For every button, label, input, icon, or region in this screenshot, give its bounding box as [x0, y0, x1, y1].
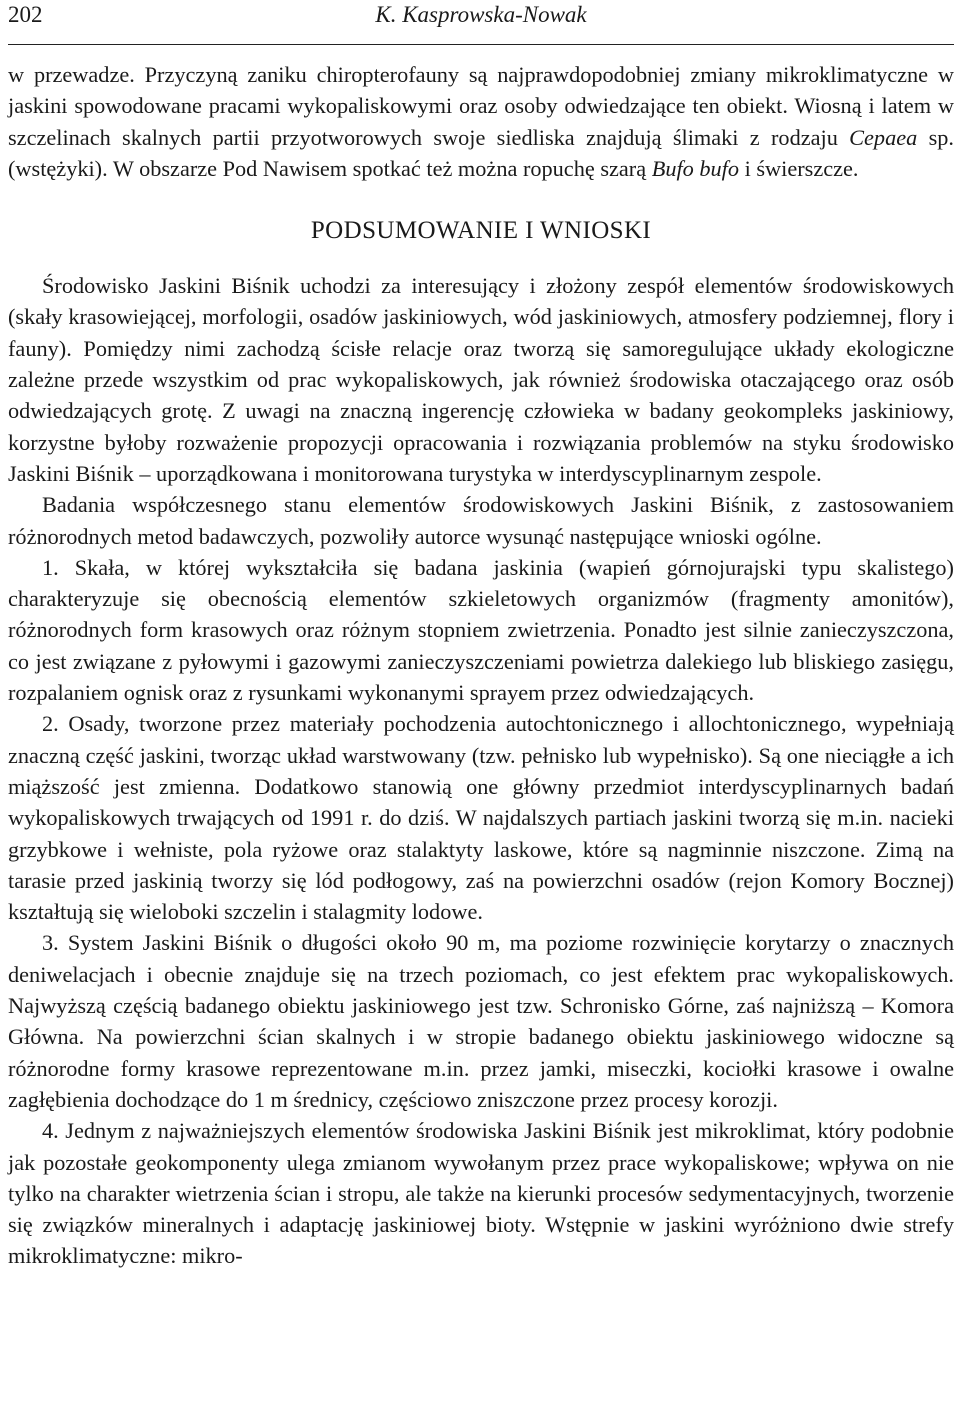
- intro-paragraph: [8, 59, 954, 184]
- intro-text-part3: i świerszcze.: [739, 155, 859, 181]
- section-heading: PODSUMOWANIE I WNIOSKI: [310, 217, 652, 245]
- conclusion-item-1: 1. Skała, w której wykształciła się badana jaskinia (wapień górnojurajski typu skalistego) charakteryzuje się obecnością elementów szkieletowych organizmów (fragmenty amonitów), różnorodnych form krasowych oraz różnym stopniem zwietrzenia. Ponadto jest silnie zanieczyszczona, co jest związane z pyłowymi i gazowymi zanieczyszczeniami powietrza dalekiego lub bliskiego zasięgu, rozpalaniem ognisk oraz z rysunkami wykonanymi sprayem przez odwiedzających.: [8, 554, 954, 706]
- conclusion-item-4: 4. Jednym z najważniejszych elementów środowiska Jaskini Biśnik jest mikroklimat, który podobnie jak pozostałe geokomponenty ulega zmianom wywołanym przez prace wykopaliskowe; wpływa on nie tylko na charakter wietrzenia ścian i stropu, ale także na kierunki procesów sedymentacyjnych, tworzenie się związków mineralnych i adaptację jaskiniowej bioty. Wstępnie w jaskini wyróżniono dwie strefy mikroklimatyczne: mikro-: [8, 1118, 954, 1269]
- summary-paragraph: Środowisko Jaskini Biśnik uchodzi za interesujący i złożony zespół elementów środowiskowych (skały krasowiejącej, morfologii, osadów jaskiniowych, wód jaskiniowych, atmosfery podziemnej, flory i fauny). Pomiędzy nimi zachodzą ścisłe relacje oraz tworzą się samoregulujące układy ekologiczne zależne przede wszystkim od prac wykopaliskowych, jak również środowiska otaczającego oraz osób odwiedzających grotę. Z uwagi na znaczną ingerencję człowieka w badany geokompleks jaskiniowy, korzystne byłoby rozważenie propozycji opracowania i rozwiązania problemów na styku środowisko Jaskini Biśnik – uporządkowana i monitorowana turystyka w interdyscyplinarnym zespole.: [8, 273, 954, 486]
- conclusion-item-3: 3. System Jaskini Biśnik o długości około 90 m, ma poziome rozwinięcie korytarzy o znacznych deniwelacjach i obecnie znajduje się na trzech poziomach, co jest efektem prac wykopaliskowych. Najwyższą częścią badanego obiektu jaskiniowego jest tzw. Schronisko Górne, zaś najniższą – Komora Główna. Na powierzchni ścian skalnych i w stropie badanego obiektu jaskiniowego widoczne są różnorodne formy krasowe reprezentowane m.in. przez jamki, miseczki, kociołki krasowe i owalne zagłębienia dochodzące do 1 m średnicy, częściowo zniszczone przez procesy korozji.: [8, 930, 954, 1112]
- conclusions-intro-paragraph: Badania współczesnego stanu elementów środowiskowych Jaskini Biśnik, z zastosowaniem różnorodnych metod badawczych, pozwoliły autorce wysunąć następujące wnioski ogólne.: [8, 492, 954, 549]
- intro-species: Bufo bufo: [651, 155, 740, 181]
- conclusion-item-2: 2. Osady, tworzone przez materiały pochodzenia autochtonicznego i allochtonicznego, wypełniają znaczną część jaskini, tworząc układ warstwowany (tzw. pełnisko lub wypełnisko). Są one nieciągłe a ich miąższość jest zmienna. Dodatkowo stanowią one główny przedmiot interdyscyplinarnych badań wykopaliskowych trwających od 1991 r. do dziś. W najdalszych partiach jaskini tworzą się m.in. nacieki grzybkowe i wełniste, pola ryżowe oraz stalaktyty laskowe, które są nagminnie niszczone. Zimą na tarasie przed jaskinią tworzy się lód podłogowy, zaś na powierzchni osadów (rejon Komory Bocznej) kształtują się wieloboki szczelin i stalagmity lodowe.: [8, 711, 954, 925]
- page-number: 202: [8, 2, 43, 27]
- intro-text-part1: w przewadze. Przyczyną zaniku chiropterofauny są najprawdopodobniej zmiany mikroklimatyczne w jaskini spowodowane pracami wykopaliskowymi oraz osoby odwiedzające ten obiekt. Wiosną i latem w szczelinach skalnych partii przyotworowych swoje siedliska znajdują ślimaki z rodzaju: [8, 62, 954, 150]
- intro-text-part2: sp. (wstężyki). W obszarze Pod Nawisem spotkać też można ropuchę szarą: [8, 124, 954, 181]
- running-head-author: K. Kasprowska-Nowak: [375, 2, 587, 27]
- running-header: [8, 0, 954, 45]
- intro-genus: Cepaea: [849, 124, 918, 150]
